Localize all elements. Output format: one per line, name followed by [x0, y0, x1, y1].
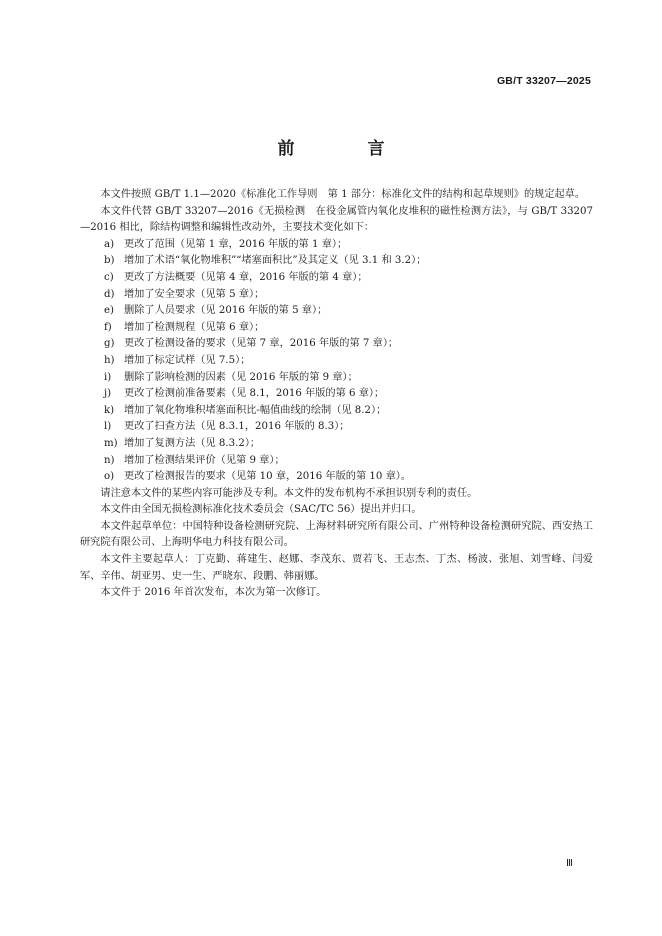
- list-item-label: i): [104, 371, 112, 383]
- list-item-text: 更改了扫查方法（见 8.3.1，2016 年版的 8.3）；: [124, 421, 350, 433]
- list-item-text: 增加了检测规程（见第 6 章）；: [124, 321, 265, 333]
- list-item-text: 更改了检测报告的要求（见第 10 章，2016 年版的第 10 章）。: [124, 471, 412, 483]
- list-item-text: 删除了人员要求（见 2016 年版的第 5 章）；: [124, 305, 328, 317]
- list-item-label: d): [104, 288, 115, 300]
- patent-notice: 请注意本文件的某些内容可能涉及专利。本文件的发布机构不承担识别专利的责任。: [100, 487, 478, 499]
- list-item: [80, 353, 593, 370]
- page-number: Ⅲ: [566, 858, 573, 869]
- list-item-label: b): [104, 255, 115, 267]
- list-item: [80, 320, 593, 337]
- drafters-paragraph: 本文件主要起草人：丁克勤、蒋建生、赵娜、李茂东、贾若飞、王志杰、丁杰、杨波、张旭、刘雪峰、闫爱军、辛伟、胡亚男、史一生、严晓东、段鹏、韩丽娜。: [80, 554, 593, 582]
- list-item: [80, 370, 593, 387]
- revision-history-paragraph: 本文件于 2016 年首次发布，本次为第一次修订。: [100, 587, 327, 599]
- list-item-text: 删除了影响检测的因素（见 2016 年版的第 9 章）；: [124, 371, 358, 383]
- list-item-text: 更改了检测前准备要素（见 8.1，2016 年版的第 6 章）；: [124, 388, 385, 400]
- list-item: [80, 270, 593, 287]
- page-title: 前 言: [277, 139, 413, 159]
- list-item-label: c): [104, 271, 114, 283]
- list-item: [80, 237, 593, 254]
- document-body: [80, 187, 593, 602]
- list-item-label: l): [104, 421, 112, 433]
- list-item-label: e): [104, 305, 115, 317]
- list-item: [80, 453, 593, 470]
- list-item: [80, 287, 593, 304]
- list-item-label: g): [104, 338, 115, 350]
- list-item-label: m): [104, 437, 118, 449]
- list-item-text: 更改了范围（见第 1 章，2016 年版的第 1 章）；: [124, 238, 348, 250]
- list-item-label: k): [104, 404, 115, 416]
- list-item-label: n): [104, 454, 115, 466]
- list-item: [80, 419, 593, 436]
- list-item: [80, 469, 593, 486]
- list-item-text: 更改了检测设备的要求（见第 7 章，2016 年版的第 7 章）；: [124, 338, 399, 350]
- list-item: [80, 386, 593, 403]
- list-item-label: o): [104, 471, 115, 483]
- list-item: [80, 436, 593, 453]
- list-item: [80, 403, 593, 420]
- list-item-text: 增加了复测方法（见 8.3.2）；: [124, 437, 261, 449]
- list-item-label: h): [104, 354, 115, 366]
- committee-paragraph: 本文件由全国无损检测标准化技术委员会（SAC/TC 56）提出并归口。: [100, 504, 422, 516]
- list-item: [80, 303, 593, 320]
- intro-paragraph: 本文件代替 GB/T 33207—2016《无损检测 在役金属管内氧化皮堆积的磁性检测方法》，与 GB/T 33207—2016 相比，除结构调整和编辑性改动外，主要技术变化如下：: [80, 205, 593, 234]
- list-item-text: 增加了检测结果评价（见第 9 章）；: [124, 454, 285, 466]
- list-item-label: f): [104, 321, 112, 333]
- list-item-text: 增加了术语“氧化物堆积”“堵塞面积比”及其定义（见 3.1 和 3.2）；: [124, 255, 427, 267]
- intro-paragraph: 本文件按照 GB/T 1.1—2020《标准化工作导则 第 1 部分：标准化文件的结构和起草规则》的规定起草。: [100, 189, 586, 200]
- list-item-text: 增加了氧化物堆积堵塞面积比-幅值曲线的绘制（见 8.2）；: [124, 404, 387, 416]
- standard-code: GB/T 33207—2025: [496, 75, 591, 87]
- list-item-text: 增加了安全要求（见第 5 章）；: [124, 288, 265, 300]
- list-item-label: j): [104, 388, 112, 400]
- drafting-units-paragraph: 本文件起草单位：中国特种设备检测研究院、上海材料研究所有限公司、广州特种设备检测研究院、西安热工研究院有限公司、上海明华电力科技有限公司。: [80, 520, 593, 549]
- list-item-text: 增加了标定试样（见 7.5）；: [124, 354, 251, 366]
- list-item: [80, 253, 593, 270]
- list-item-label: a): [104, 238, 115, 250]
- list-item-text: 更改了方法概要（见第 4 章，2016 年版的第 4 章）；: [124, 271, 368, 283]
- changes-list: [80, 237, 593, 486]
- list-item: [80, 336, 593, 353]
